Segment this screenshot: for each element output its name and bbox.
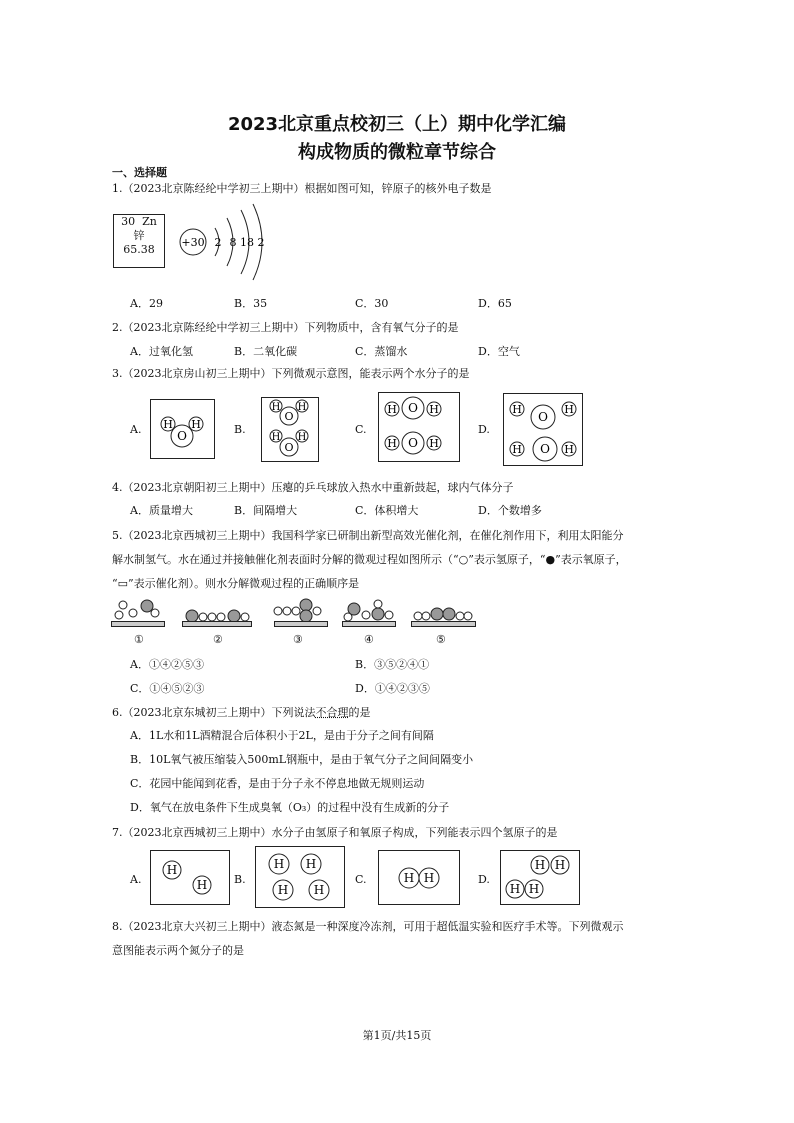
q2-option-c: C．蒸馏水 <box>355 345 408 358</box>
shell-4: 2 <box>257 236 265 249</box>
h-atom: H <box>429 403 439 416</box>
question-8-stem-line2: 意图能表示两个氮分子的是 <box>112 944 244 957</box>
h-atom: H <box>297 402 307 413</box>
q1-option-a: A．29 <box>130 297 163 310</box>
q2-option-b: B．二氧化碳 <box>234 345 298 358</box>
q3-label-d: D. <box>478 423 490 436</box>
q2-option-a: A．过氧化氢 <box>130 345 193 358</box>
o-atom: O <box>538 410 548 424</box>
h-atom: H <box>564 403 574 416</box>
q6-stem-post: 的是 <box>348 706 371 719</box>
o-atom: O <box>284 410 294 423</box>
q5-step-label-2: ② <box>213 633 223 646</box>
h-atom: H <box>512 443 522 456</box>
q5-step-1-diagram <box>111 597 171 633</box>
h-atom: H <box>554 858 566 872</box>
h-atom: H <box>509 882 521 896</box>
question-3-stem: 3.（2023北京房山初三上期中）下列微观示意图，能表示两个水分子的是 <box>112 367 470 380</box>
q5-option-c: C．①④⑤②③ <box>130 682 205 695</box>
q5-step-2-diagram <box>182 597 257 633</box>
h-atom: H <box>297 432 307 443</box>
h-atom: H <box>387 403 397 416</box>
q1-option-c: C．30 <box>355 297 389 310</box>
q5-step-label-4: ④ <box>364 633 374 646</box>
h-atom: H <box>564 443 574 456</box>
page-subtitle: 构成物质的微粒章节综合 <box>298 142 496 163</box>
q5-step-4-diagram <box>342 597 402 633</box>
q3-diagram-b <box>261 397 319 462</box>
h-atom: H <box>196 878 208 892</box>
q5-step-5-diagram <box>411 597 481 633</box>
q5-option-d: D．①④②③⑤ <box>355 682 430 695</box>
page-number: 第1页/共15页 <box>362 1029 432 1042</box>
q6-option-c: C．花园中能闻到花香，是由于分子永不停息地做无规则运动 <box>130 777 425 790</box>
q4-option-a: A．质量增大 <box>130 504 193 517</box>
h-atom: H <box>163 418 173 431</box>
h-atom: H <box>166 863 178 877</box>
q3-diagram-d <box>503 393 583 466</box>
q4-option-b: B．间隔增大 <box>234 504 298 517</box>
nucleus-charge: +30 <box>181 236 205 249</box>
h-atom: H <box>273 857 285 871</box>
q5-step-3-diagram <box>270 597 330 633</box>
h-atom: H <box>403 871 415 885</box>
o-atom: O <box>408 401 418 415</box>
shell-2: 8 <box>229 236 237 249</box>
shell-1: 2 <box>214 236 222 249</box>
q6-option-d: D．氧气在放电条件下生成臭氧（O₃）的过程中没有生成新的分子 <box>130 801 450 814</box>
h-atom: H <box>534 858 546 872</box>
h-atom: H <box>528 882 540 896</box>
o-atom: O <box>540 442 550 456</box>
question-6-stem <box>112 704 371 720</box>
q3-diagram-c <box>378 392 460 462</box>
shell-3: 18 <box>240 236 254 249</box>
q3-label-a: A. <box>130 423 142 436</box>
h-atom: H <box>305 857 317 871</box>
o-atom: O <box>177 429 187 443</box>
q3-diagram-a <box>150 399 215 459</box>
page-title: 2023北京重点校初三（上）期中化学汇编 <box>227 114 567 135</box>
q7-diagram-c <box>378 850 460 905</box>
q6-stem-emphasis: 不合理 <box>315 706 349 719</box>
question-7-stem: 7.（2023北京西城初三上期中）水分子由氢原子和氧原子构成，下列能表示四个氢原子的是 <box>112 826 558 839</box>
q4-option-d: D．个数增多 <box>478 504 542 517</box>
question-2-stem: 2.（2023北京陈经纶中学初三上期中）下列物质中，含有氧气分子的是 <box>112 321 459 334</box>
q4-option-c: C．体积增大 <box>355 504 419 517</box>
q2-option-d: D．空气 <box>478 345 520 358</box>
element-mass: 65.38 <box>123 243 155 256</box>
q7-label-d: D. <box>478 873 490 886</box>
question-4-stem: 4.（2023北京朝阳初三上期中）压瘪的乒乓球放入热水中重新鼓起，球内气体分子 <box>112 481 514 494</box>
question-8-stem-line1: 8.（2023北京大兴初三上期中）液态氮是一种深度冷冻剂，可用于超低温实验和医疗手术等。下列微观示 <box>112 920 624 933</box>
section-heading: 一、选择题 <box>112 166 167 179</box>
q7-diagram-a <box>150 850 230 905</box>
q5-step-label-5: ⑤ <box>436 633 446 646</box>
q7-diagram-d <box>500 850 580 905</box>
q6-option-a: A．1L水和1L酒精混合后体积小于2L，是由于分子之间有间隔 <box>130 729 434 742</box>
question-5-stem-line3: “▭”表示催化剂）。则水分解微观过程的正确顺序是 <box>112 577 360 590</box>
h-atom: H <box>271 402 281 413</box>
q3-label-b: B. <box>234 423 246 436</box>
h-atom: H <box>271 432 281 443</box>
q3-label-c: C. <box>355 423 367 436</box>
h-atom: H <box>512 403 522 416</box>
h-atom: H <box>313 883 325 897</box>
element-number: 30 <box>121 215 136 228</box>
h-atom: H <box>429 437 439 450</box>
q6-stem-pre: 6.（2023北京东城初三上期中）下列说法 <box>112 706 316 719</box>
question-5-stem-line2: 解水制氢气。水在通过并接触催化剂表面时分解的微观过程如图所示（“○”表示氢原子，“●”表示氧原子， <box>112 553 627 566</box>
o-atom: O <box>284 441 294 454</box>
question-5-stem-line1: 5.（2023北京西城初三上期中）我国科学家已研制出新型高效光催化剂，在催化剂作用下，利用太阳能分 <box>112 529 624 542</box>
q5-step-label-1: ① <box>134 633 144 646</box>
q5-option-a: A．①④②⑤③ <box>130 658 204 671</box>
q7-diagram-b <box>255 846 345 908</box>
element-symbol: Zn <box>142 215 157 228</box>
h-atom: H <box>277 883 289 897</box>
atom-structure-diagram <box>175 200 275 285</box>
q7-label-a: A. <box>130 873 142 886</box>
h-atom: H <box>387 437 397 450</box>
o-atom: O <box>408 436 418 450</box>
h-atom: H <box>423 871 435 885</box>
q5-option-b: B．③⑤②④① <box>355 658 430 671</box>
q1-option-d: D．65 <box>478 297 512 310</box>
q7-label-c: C. <box>355 873 367 886</box>
q7-label-b: B. <box>234 873 246 886</box>
element-card <box>113 214 165 268</box>
h-atom: H <box>191 418 201 431</box>
element-name: 锌 <box>133 229 145 242</box>
q5-step-label-3: ③ <box>293 633 303 646</box>
question-1-stem: 1.（2023北京陈经纶中学初三上期中）根据如图可知，锌原子的核外电子数是 <box>112 182 492 195</box>
q6-option-b: B．10L氧气被压缩装入500mL钢瓶中，是由于氧气分子之间间隔变小 <box>130 753 474 766</box>
q1-option-b: B．35 <box>234 297 268 310</box>
